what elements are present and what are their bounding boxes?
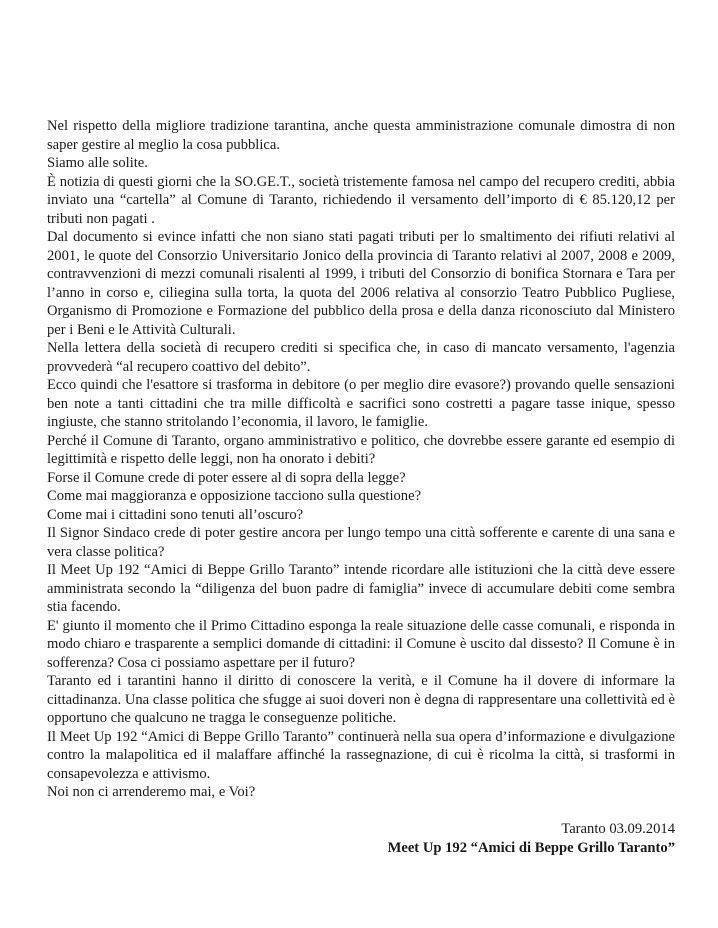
paragraph-meetup-ricordare: Il Meet Up 192 “Amici di Beppe Grillo Taranto” intende ricordare alle istituzioni che la città deve essere amministrata secondo la “diligenza del buon padre di famiglia” invece di accumulare debiti come sembra stia facendo. [47, 562, 675, 615]
paragraph-maggioranza: Come mai maggioranza e opposizione tacciono sulla questione? [47, 488, 422, 504]
paragraph-lettera: Nella lettera della società di recupero crediti si specifica che, in caso di mancato versamento, l'agenzia provvederà “al recupero coattivo del debito”. [47, 340, 675, 375]
paragraph-meetup-continuera: Il Meet Up 192 “Amici di Beppe Grillo Taranto” continuerà nella sua opera d’informazione e divulgazione contro la malapolitica ed il malaffare affinché la rassegnazione, di cui è ricolma la città, si trasformi in consapevolezza e attivismo. [47, 728, 675, 782]
document-page [47, 117, 675, 857]
paragraph-closing-question: Noi non ci arrenderemo mai, e Voi? [47, 784, 256, 800]
paragraph-tarantini: Taranto ed i tarantini hanno il diritto di conoscere la verità, e il Comune ha il dovere di informare la cittadinanza. Una classe politica che sfugge ai suoi doveri non è degna di rappresentare una collettività ed è opportuno che qualcuno ne tragga le conseguenze politiche. [47, 673, 675, 726]
signature-spacer [47, 802, 675, 821]
paragraph-cittadini: Come mai i cittadini sono tenuti all’oscuro? [47, 506, 304, 523]
paragraph-perche: Perché il Comune di Taranto, organo amministrativo e politico, che dovrebbe essere garante ed esempio di legittimità e rispetto delle leggi, non ha onorato i debiti? [47, 432, 675, 467]
paragraph-documento: Dal documento si evince infatti che non siano stati pagati tributi per lo smaltimento dei rifiuti relativi al 2001, le quote del Consorzio Universitario Jonico della provincia di Taranto relativi al 2007, 2008 e 2009, contravvenzioni di mezzi comunali risalenti al 1999, i tributi del Consorzio di bonifica Stornara e Tara per l’anno in corso e, ciliegina sulla torta, la quota del 2006 relativa al consorzio Teatro Pubblico Pugliese, Organismo di Promozione e Formazione del pubblico della prosa e della danza riconosciuto dal Ministero per i Beni e le Attività Culturali. [47, 229, 675, 338]
signature-author: Meet Up 192 “Amici di Beppe Grillo Taranto” [387, 839, 675, 856]
paragraph-siamo: Siamo alle solite. [47, 155, 148, 171]
paragraph-notizia: È notizia di questi giorni che la SO.GE.T., società tristemente famosa nel campo del recupero crediti, abbia inviato una “cartella” al Comune di Taranto, richiedendo il versamento dell’importo di € 85.120,12 per tributi non pagati . [47, 173, 675, 227]
signature-place-date: Taranto 03.09.2014 [561, 821, 675, 837]
paragraph-forse: Forse il Comune crede di poter essere al di sopra della legge? [47, 469, 406, 486]
paragraph-intro: Nel rispetto della migliore tradizione tarantina, anche questa amministrazione comunale dimostra di non saper gestire al meglio la cosa pubblica. [47, 118, 675, 153]
paragraph-primo-cittadino: E' giunto il momento che il Primo Cittadino esponga la reale situazione delle casse comunali, e risponda in modo chiaro e trasparente a semplici domande di cittadini: il Comune è uscito dal dissesto? Il Comune è in sofferenza? Cosa ci possiamo aspettare per il futuro? [47, 617, 675, 671]
paragraph-sindaco: Il Signor Sindaco crede di poter gestire ancora per lungo tempo una città sofferente e carente di una sana e vera classe politica? [47, 525, 675, 560]
paragraph-esattore: Ecco quindi che l'esattore si trasforma in debitore (o per meglio dire evasore?) provando quelle sensazioni ben note a tanti cittadini che tra mille difficoltà e sacrifici sono costretti a pagare tasse inique, spesso ingiuste, che stanno stritolando l’economia, il lavoro, le famiglie. [47, 377, 675, 430]
